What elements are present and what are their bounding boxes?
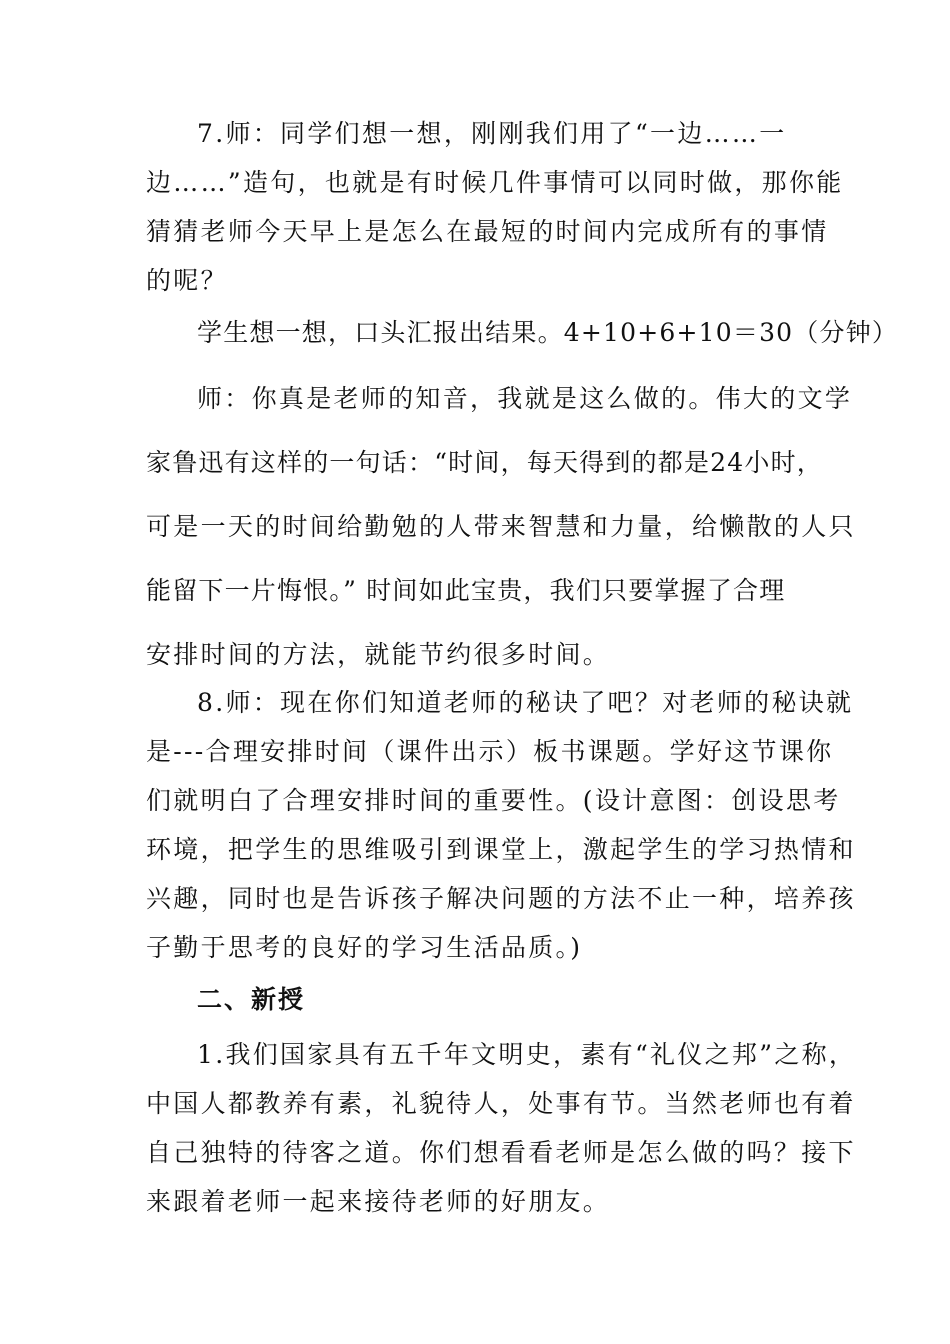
paragraph-3-line-4: 能留下一片悔恨。” 时间如此宝贵，我们只要掌握了合理 xyxy=(146,576,786,605)
paragraph-1-line-3: 猜猜老师今天早上是怎么在最短的时间内完成所有的事情 xyxy=(146,217,829,246)
paragraph-1-line-4: 的呢？ xyxy=(146,266,228,295)
paragraph-4-line-2: 是---合理安排时间（课件出示）板书课题。学好这节课你 xyxy=(146,737,834,766)
paragraph-3-line-1: 师：你真是老师的知音，我就是这么做的。伟大的文学 xyxy=(197,384,853,413)
paragraph-4-line-3: 们就明白了合理安排时间的重要性。(设计意图：创设思考 xyxy=(146,786,841,815)
section-heading: 二、新授 xyxy=(197,985,306,1014)
paragraph-4-line-1: 8.师：现在你们知道老师的秘诀了吧？对老师的秘诀就 xyxy=(197,688,854,717)
paragraph-1-line-2: 边……”造句，也就是有时候几件事情可以同时做，那你能 xyxy=(146,168,844,197)
section-paragraph-line-3: 自己独特的待客之道。你们想看看老师是怎么做的吗？接下 xyxy=(146,1138,856,1167)
paragraph-3-line-3: 可是一天的时间给勤勉的人带来智慧和力量，给懒散的人只 xyxy=(146,512,856,541)
paragraph-3-line-5: 安排时间的方法，就能节约很多时间。 xyxy=(146,640,611,669)
section-paragraph-line-4: 来跟着老师一起来接待老师的好朋友。 xyxy=(146,1187,611,1216)
paragraph-3-line-2: 家鲁迅有这样的一句话：“时间，每天得到的都是24小时， xyxy=(146,448,823,477)
section-paragraph-line-2: 中国人都教养有素，礼貌待人，处事有节。当然老师也有着 xyxy=(146,1089,856,1118)
paragraph-4-line-5: 兴趣，同时也是告诉孩子解决问题的方法不止一种，培养孩 xyxy=(146,884,856,913)
paragraph-4-line-6: 子勤于思考的良好的学习生活品质。) xyxy=(146,933,583,962)
paragraph-2-line-1: 学生想一想，口头汇报出结果。4+10+6+10＝30（分钟） xyxy=(197,318,899,347)
section-paragraph-line-1: 1.我们国家具有五千年文明史，素有“礼仪之邦”之称， xyxy=(197,1040,857,1069)
paragraph-1-line-1: 7.师：同学们想一想，刚刚我们用了“一边……一 xyxy=(197,119,787,148)
paragraph-4-line-4: 环境，把学生的思维吸引到课堂上，激起学生的学习热情和 xyxy=(146,835,856,864)
